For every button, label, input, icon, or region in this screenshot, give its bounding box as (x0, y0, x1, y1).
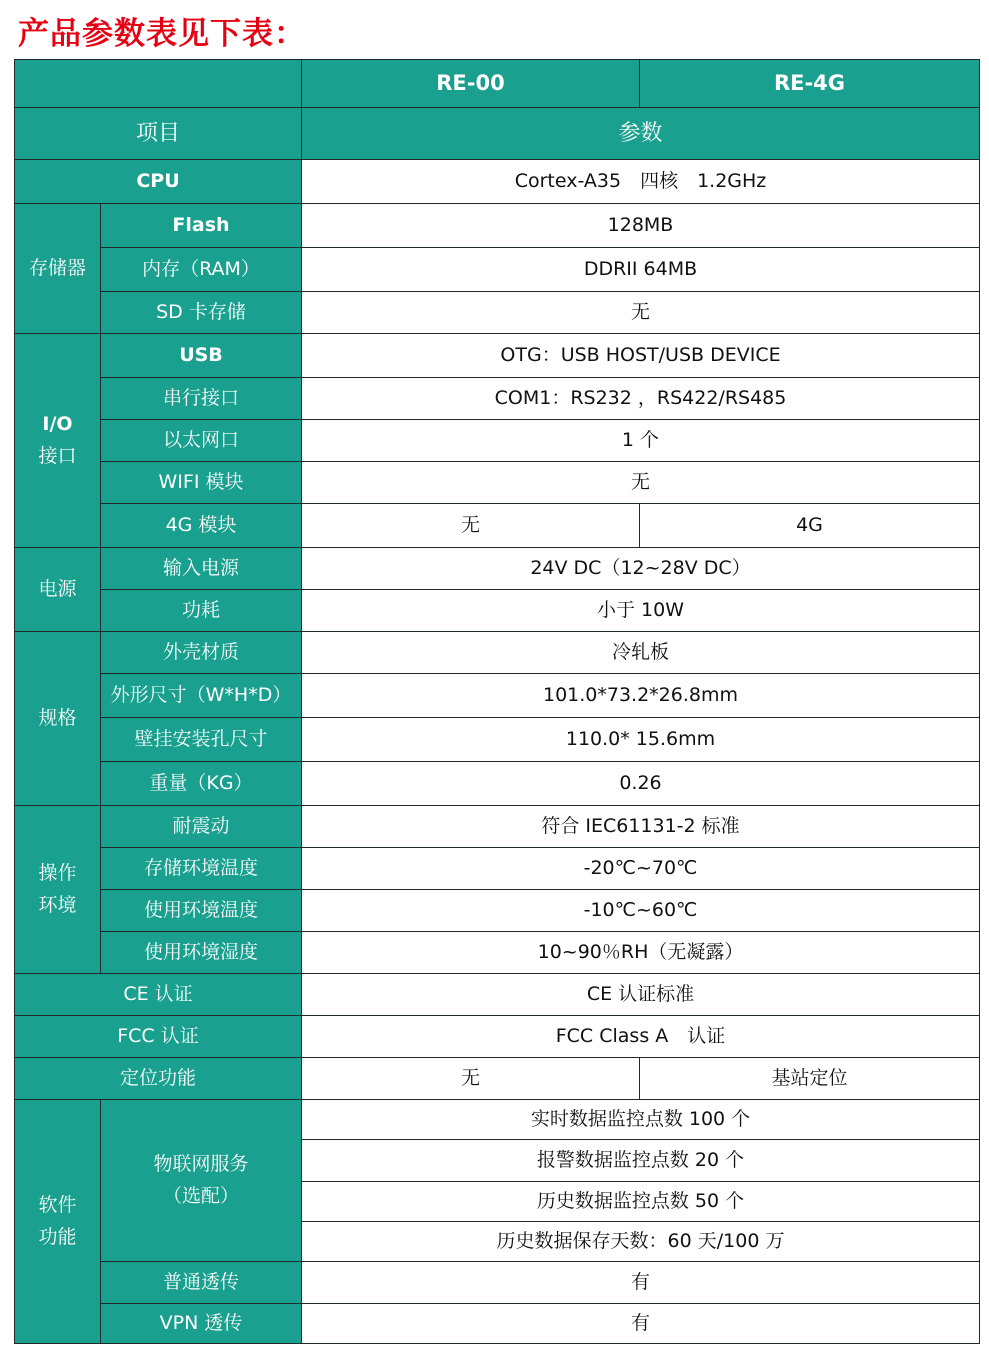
row-label-iot-line1: 物联网服务 (153, 1152, 249, 1175)
row-value-consumption: 小于 10W (302, 590, 980, 632)
group-io (15, 334, 101, 548)
row-value-4g-a: 无 (302, 504, 640, 548)
group-software-line1: 软件 (38, 1193, 77, 1216)
group-io-line1: I/O (42, 412, 73, 435)
row-value-wifi: 无 (302, 462, 980, 504)
model-b-header: RE-4G (640, 60, 980, 108)
row-label-iot (101, 1100, 302, 1262)
row-value-ethernet: 1 个 (302, 420, 980, 462)
row-label-ram: 内存（RAM） (101, 248, 302, 292)
row-label-input-power: 输入电源 (101, 548, 302, 590)
row-value-vibration: 符合 IEC61131-2 标准 (302, 806, 980, 848)
row-value-iot-realtime: 实时数据监控点数 100 个 (302, 1100, 980, 1140)
row-value-material: 冷轧板 (302, 632, 980, 674)
row-value-ce: CE 认证标准 (302, 974, 980, 1016)
row-value-iot-history: 历史数据监控点数 50 个 (302, 1182, 980, 1222)
row-label-weight: 重量（KG） (101, 762, 302, 806)
row-label-sd: SD 卡存储 (101, 292, 302, 334)
row-label-storage-temp: 存储环境温度 (101, 848, 302, 890)
row-value-sd: 无 (302, 292, 980, 334)
row-value-usb: OTG：USB HOST/USB DEVICE (302, 334, 980, 378)
row-value-ram: DDRII 64MB (302, 248, 980, 292)
row-label-fcc: FCC 认证 (15, 1016, 302, 1058)
row-value-input-power: 24V DC（12~28V DC） (302, 548, 980, 590)
row-label-wifi: WIFI 模块 (101, 462, 302, 504)
row-value-positioning-b: 基站定位 (640, 1058, 980, 1100)
row-label-material: 外壳材质 (101, 632, 302, 674)
group-software (15, 1100, 101, 1344)
row-value-passthrough: 有 (302, 1262, 980, 1304)
col-param-label: 参数 (302, 108, 980, 160)
row-label-vpn: VPN 透传 (101, 1304, 302, 1344)
row-label-mount-hole: 壁挂安装孔尺寸 (101, 718, 302, 762)
row-label-humidity: 使用环境湿度 (101, 932, 302, 974)
row-value-fcc: FCC Class A 认证 (302, 1016, 980, 1058)
row-label-consumption: 功耗 (101, 590, 302, 632)
group-env-line1: 操作 (38, 861, 77, 884)
page-title: 产品参数表见下表： (18, 16, 306, 52)
group-env (15, 806, 101, 974)
row-label-dimensions: 外形尺寸（W*H*D） (101, 674, 302, 718)
row-value-op-temp: -10℃~60℃ (302, 890, 980, 932)
row-value-mount-hole: 110.0* 15.6mm (302, 718, 980, 762)
row-value-cpu: Cortex-A35 四核 1.2GHz (302, 160, 980, 204)
row-value-positioning-a: 无 (302, 1058, 640, 1100)
row-value-humidity: 10~90％RH（无凝露） (302, 932, 980, 974)
row-value-dimensions: 101.0*73.2*26.8mm (302, 674, 980, 718)
row-label-op-temp: 使用环境温度 (101, 890, 302, 932)
group-power: 电源 (15, 548, 101, 632)
row-value-iot-alarm: 报警数据监控点数 20 个 (302, 1140, 980, 1182)
row-value-flash: 128MB (302, 204, 980, 248)
row-label-ce: CE 认证 (15, 974, 302, 1016)
group-env-line2: 环境 (38, 893, 77, 916)
group-software-line2: 功能 (38, 1225, 77, 1248)
group-spec: 规格 (15, 632, 101, 806)
group-storage: 存储器 (15, 204, 101, 334)
row-label-ethernet: 以太网口 (101, 420, 302, 462)
spec-table (14, 59, 980, 1344)
row-label-cpu: CPU (15, 160, 302, 204)
row-label-4g: 4G 模块 (101, 504, 302, 548)
row-label-usb: USB (101, 334, 302, 378)
group-io-line2: 接口 (38, 444, 77, 467)
row-label-iot-line2: （选配） (162, 1184, 239, 1207)
row-value-4g-b: 4G (640, 504, 980, 548)
row-value-storage-temp: -20℃~70℃ (302, 848, 980, 890)
row-label-passthrough: 普通透传 (101, 1262, 302, 1304)
row-value-weight: 0.26 (302, 762, 980, 806)
model-a-header: RE-00 (302, 60, 640, 108)
row-label-positioning: 定位功能 (15, 1058, 302, 1100)
row-label-vibration: 耐震动 (101, 806, 302, 848)
header-corner (15, 60, 302, 108)
row-value-serial: COM1：RS232 ，RS422/RS485 (302, 378, 980, 420)
row-value-iot-retention: 历史数据保存天数：60 天/100 万 (302, 1222, 980, 1262)
row-value-vpn: 有 (302, 1304, 980, 1344)
row-label-flash: Flash (101, 204, 302, 248)
col-item-label: 项目 (15, 108, 302, 160)
row-label-serial: 串行接口 (101, 378, 302, 420)
